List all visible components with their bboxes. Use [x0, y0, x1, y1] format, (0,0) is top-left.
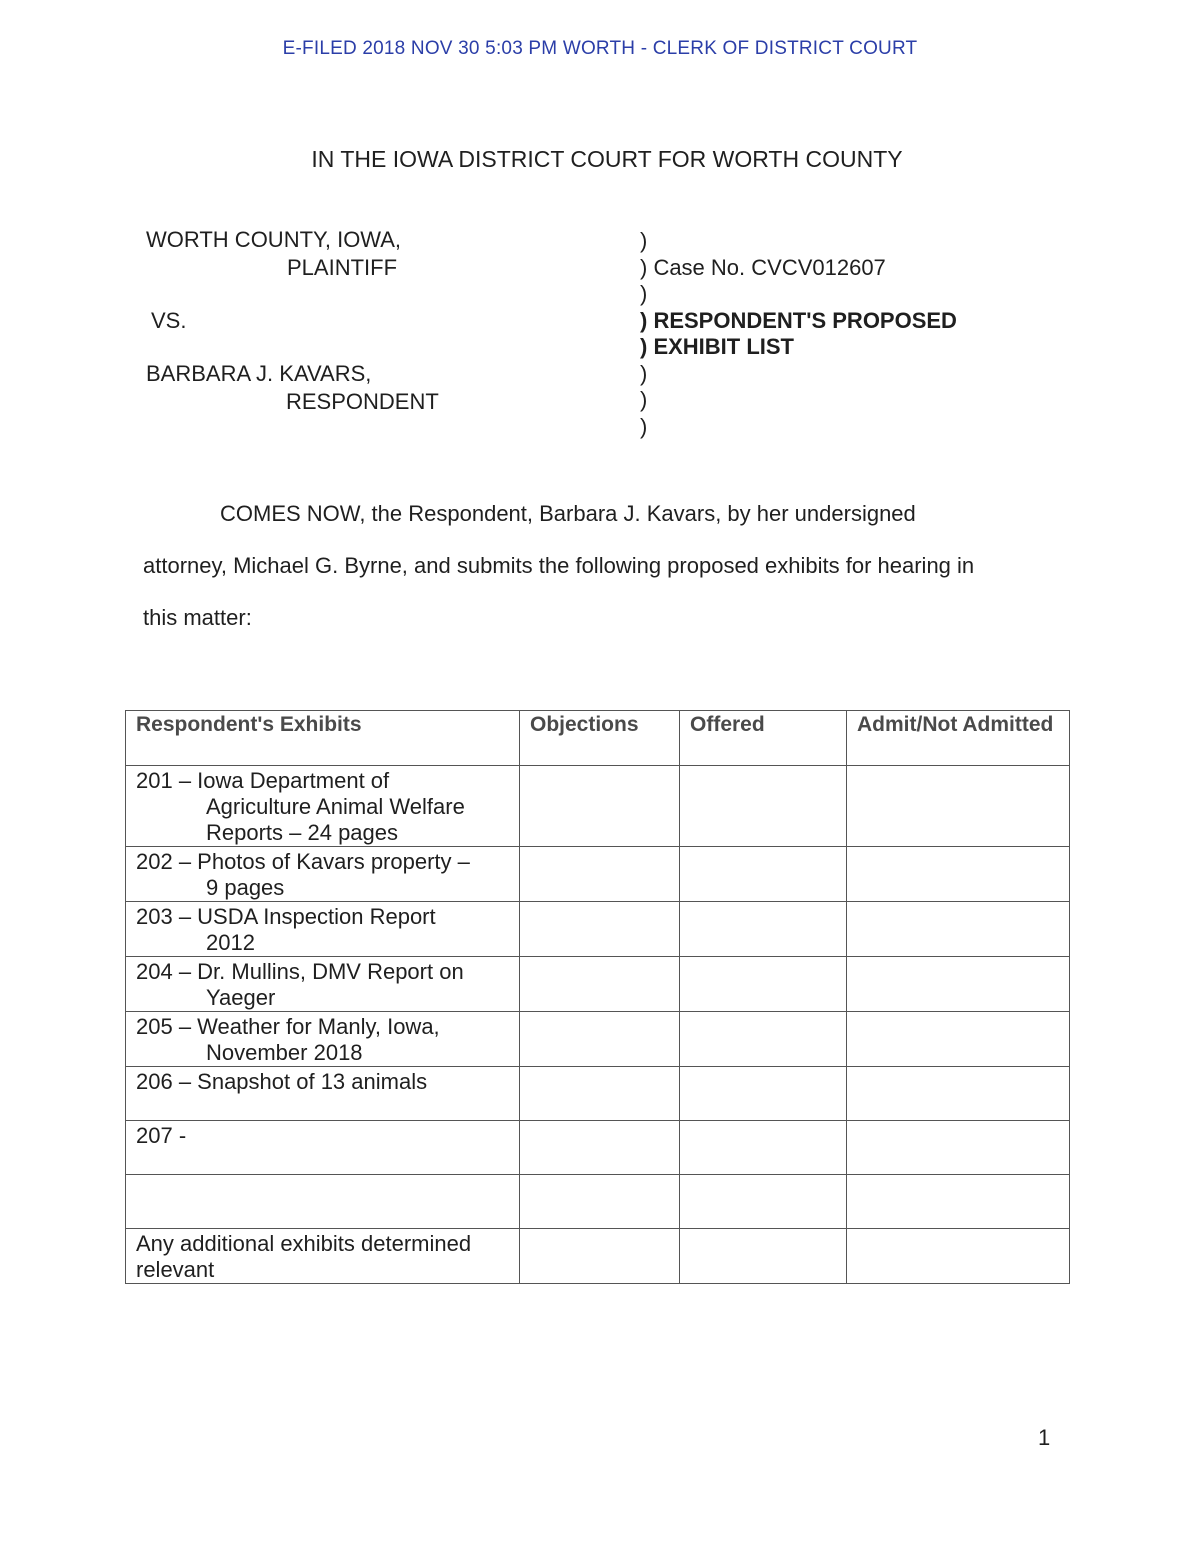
caption-paren: ): [640, 387, 648, 412]
document-title-line-2: ) EXHIBIT LIST: [640, 334, 794, 359]
respondent-role: RESPONDENT: [286, 389, 439, 414]
objections-cell: [520, 1175, 680, 1229]
caption-paren: ): [640, 413, 648, 439]
exhibit-cell: 203 – USDA Inspection Report 2012: [126, 902, 520, 957]
caption-paren: ): [640, 228, 648, 253]
objections-cell: [520, 902, 680, 957]
caption-paren: ): [640, 360, 648, 386]
admit-cell: [847, 957, 1070, 1012]
offered-cell: [680, 766, 847, 847]
offered-cell: [680, 847, 847, 902]
admit-cell: [847, 1121, 1070, 1175]
body-line-1: COMES NOW, the Respondent, Barbara J. Kavars, by her undersigned: [220, 501, 916, 526]
offered-cell: [680, 1229, 847, 1284]
exhibit-cell: Any additional exhibits determined relevant: [126, 1229, 520, 1284]
table-row: [126, 957, 1070, 1012]
exhibit-cell: [126, 1175, 520, 1229]
caption-parenthesis-column: [640, 228, 957, 440]
exhibit-cell: 204 – Dr. Mullins, DMV Report on Yaeger: [126, 957, 520, 1012]
exhibit-cell: 202 – Photos of Kavars property – 9 pages: [126, 847, 520, 902]
exhibit-cell: 205 – Weather for Manly, Iowa, November 2018: [126, 1012, 520, 1067]
admit-cell: [847, 847, 1070, 902]
plaintiff-name: WORTH COUNTY, IOWA,: [146, 227, 402, 252]
objections-cell: [520, 1012, 680, 1067]
table-row: [126, 1121, 1070, 1175]
offered-cell: [680, 1121, 847, 1175]
case-number: ) Case No. CVCV012607: [640, 254, 886, 280]
table-row: [126, 1175, 1070, 1229]
objections-cell: [520, 1067, 680, 1121]
caption-paren: ): [640, 281, 648, 306]
admit-cell: [847, 1067, 1070, 1121]
offered-cell: [680, 1012, 847, 1067]
objections-cell: [520, 766, 680, 847]
table-row: [126, 766, 1070, 847]
exhibit-cell: 207 -: [126, 1121, 520, 1175]
table-row: [126, 1229, 1070, 1284]
objections-cell: [520, 1121, 680, 1175]
offered-cell: [680, 957, 847, 1012]
objections-cell: [520, 957, 680, 1012]
table-row: [126, 847, 1070, 902]
admit-cell: [847, 1175, 1070, 1229]
header-objections: Objections: [520, 711, 680, 766]
body-line-2: attorney, Michael G. Byrne, and submits the following proposed exhibits for hearing in: [143, 553, 975, 578]
table-row: [126, 1067, 1070, 1121]
header-exhibits: Respondent's Exhibits: [126, 711, 520, 766]
admit-cell: [847, 902, 1070, 957]
offered-cell: [680, 1175, 847, 1229]
admit-cell: [847, 766, 1070, 847]
header-admit: Admit/Not Admitted: [847, 711, 1070, 766]
plaintiff-role: PLAINTIFF: [287, 255, 398, 280]
admit-cell: [847, 1229, 1070, 1284]
offered-cell: [680, 1067, 847, 1121]
table-row: [126, 902, 1070, 957]
header-offered: Offered: [680, 711, 847, 766]
body-paragraph: [143, 488, 1043, 644]
exhibit-cell: 201 – Iowa Department of Agriculture Animal Welfare Reports – 24 pages: [126, 766, 520, 847]
document-title-line-1: ) RESPONDENT'S PROPOSED: [640, 307, 957, 333]
respondent-name: BARBARA J. KAVARS,: [146, 361, 372, 386]
page-number: 1: [1038, 1425, 1051, 1450]
table-row: [126, 1012, 1070, 1067]
offered-cell: [680, 902, 847, 957]
court-title: IN THE IOWA DISTRICT COURT FOR WORTH COUNTY: [311, 146, 903, 172]
table-header-row: [126, 711, 1070, 766]
objections-cell: [520, 847, 680, 902]
versus-label: VS.: [151, 308, 187, 333]
exhibit-table: [125, 710, 1070, 1284]
admit-cell: [847, 1012, 1070, 1067]
exhibit-cell: 206 – Snapshot of 13 animals: [126, 1067, 520, 1121]
objections-cell: [520, 1229, 680, 1284]
efiled-stamp: E-FILED 2018 NOV 30 5:03 PM WORTH - CLERK OF DISTRICT COURT: [282, 38, 918, 59]
body-line-3: this matter:: [143, 605, 252, 630]
